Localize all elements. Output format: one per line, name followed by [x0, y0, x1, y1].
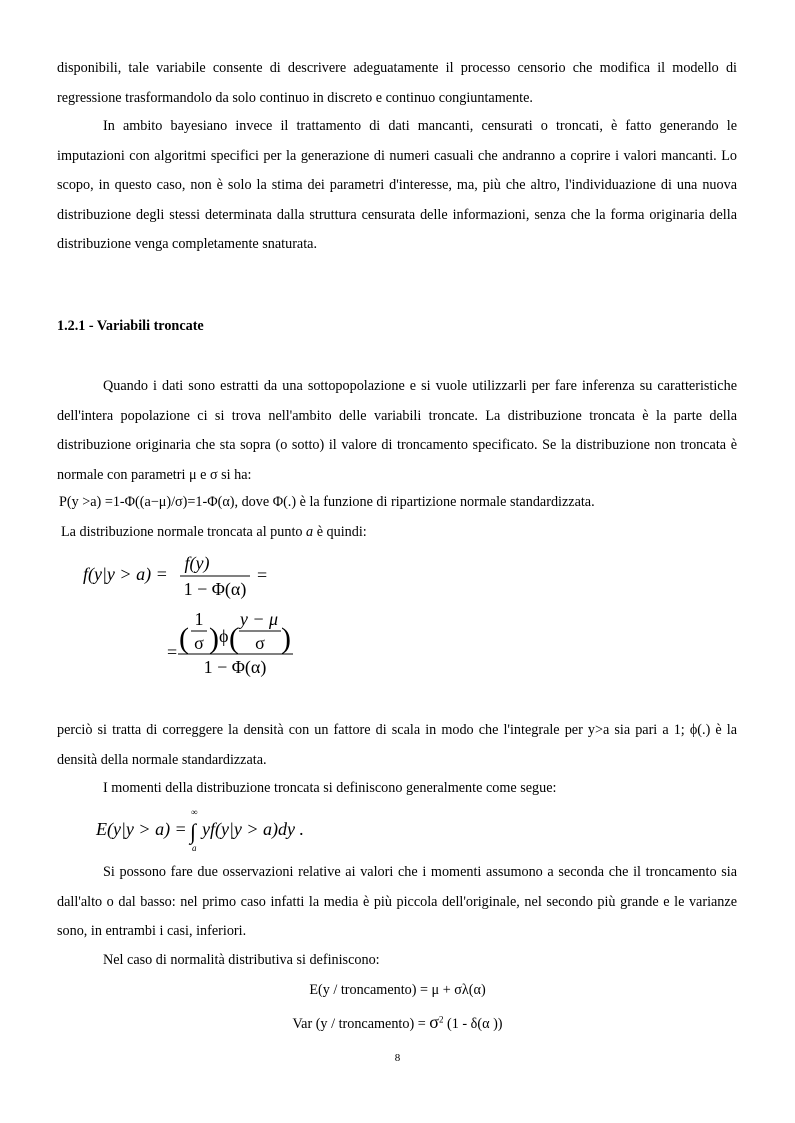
equation-numerator-1: f(y): [184, 553, 210, 573]
paragraph-6: Si possono fare due osservazioni relative ai valori che i momenti assumono a seconda che il troncamento sia dall'alto o dal basso: nel primo caso infatti la media è più piccola dell'originale, nel secondo più grande e le varianze sono, in entrambi i casi, inferiori.: [57, 864, 737, 939]
truncated-intro-text-a: La distribuzione normale troncata al punto: [61, 524, 307, 540]
paren-right-1: ): [209, 622, 219, 655]
equation-equals-1: =: [257, 565, 268, 585]
paragraph-2: In ambito bayesiano invece il trattamento di dati mancanti, censurati o troncati, è fatto generando le imputazioni con algoritmi specifici per la generazione di numeri casuali che andranno a coprire i valori mancanti. Lo scopo, in questo caso, non è solo la stima dei parametri d'interesse, ma, più che altro, l'individuazione di una nuova distribuzione degli stessi determinata dalla struttura censurata delle informazioni, senza che la forma originaria della distribuzione venga completamente snaturata.: [57, 118, 737, 252]
probability-line: P(y >a) =1-Φ((a−μ)/σ)=1-Φ(α), dove Φ(.) è la funzione di ripartizione normale standardizzata.: [59, 494, 595, 510]
paren-right-2: ): [281, 622, 291, 655]
moment-lhs: E(y|y > a) =: [96, 819, 187, 839]
integral-sign: ∫: [190, 819, 197, 844]
paragraph-4: perciò si tratta di correggere la densità con un fattore di scala in modo che l'integrale per y>a sia pari a 1; ϕ(.) è la densità della normale standardizzata.: [57, 722, 737, 768]
equation-equals-2: =: [167, 642, 178, 662]
frac-one: 1: [194, 609, 204, 629]
section-heading: 1.2.1 - Variabili troncate: [57, 318, 204, 334]
truncated-intro-text-b: è quindi:: [313, 524, 367, 540]
equation-denominator-1: 1 − Φ(α): [183, 579, 247, 599]
integral-upper: ∞: [191, 807, 198, 817]
truncated-density-equation: [75, 545, 335, 685]
paren-left-1: (: [179, 622, 189, 655]
truncated-intro-var: a: [306, 524, 314, 540]
paragraph-5: I momenti della distribuzione troncata si definiscono generalmente come segue:: [103, 780, 557, 796]
paragraph-7: Nel caso di normalità distributiva si definiscono:: [103, 952, 380, 968]
page-number: 8: [394, 1052, 401, 1064]
paragraph-3: Quando i dati sono estratti da una sottopopolazione e si vuole utilizzarli per fare inferenza su caratteristiche dell'intera popolazione ci si trova nell'ambito delle variabili troncate. La distribuzione troncata è la parte della distribuzione originaria che sta sopra (o sotto) il valore di troncamento specificato. Se la distribuzione non troncata è normale con parametri μ e σ si ha:: [57, 378, 737, 483]
moment-equation: [88, 805, 348, 855]
equation-lhs: f(y|y > a) =: [83, 564, 168, 584]
truncated-intro: [61, 524, 367, 541]
frac-sigma: σ: [194, 633, 204, 653]
frac-sigma-2: σ: [255, 633, 265, 653]
variance-formula: [0, 1012, 795, 1033]
variance-text-b: (1 - δ(α )): [443, 1016, 503, 1032]
variance-text-a: Var (y / troncamento) =: [292, 1016, 430, 1032]
paragraph-1: disponibili, tale variabile consente di descrivere adeguatamente il processo censorio che modifica il modello di regressione trasformandolo da solo continuo in discreto e continuo congiuntamente.: [57, 60, 737, 106]
phi-symbol: ϕ: [219, 626, 229, 646]
variance-sigma: σ: [429, 1012, 439, 1032]
integrand: yf(y|y > a)dy .: [202, 819, 305, 839]
frac-y-minus-mu: y − μ: [239, 609, 279, 629]
variance-exponent: 2: [439, 1014, 444, 1025]
paren-left-2: (: [229, 622, 239, 655]
integral-lower: a: [192, 843, 197, 853]
mean-formula: E(y / troncamento) = μ + σλ(α): [309, 982, 486, 998]
equation-denominator-2: 1 − Φ(α): [203, 657, 267, 677]
